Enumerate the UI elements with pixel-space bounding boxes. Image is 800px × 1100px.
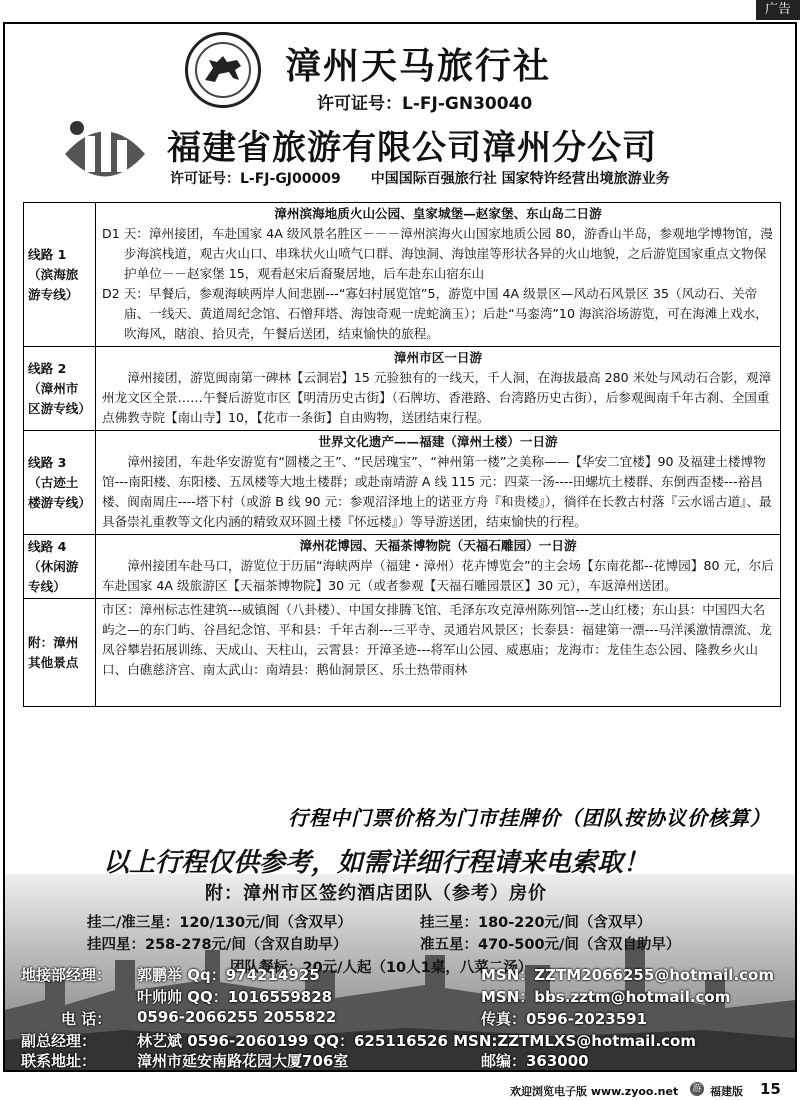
route-text: 漳州接团，游览闽南第一碑林【云洞岩】15 元验独有的一线天，千人洞，在海拔最高 280 米处与风动石合影，观漳州龙文区全景……午餐后游览市区【明清历史古街】（石牌坊、香港路、台湾路历史古街），后参观闽南千年古刹、全国重点佛教寺院【南山寺】10，【花市一条街】自由购物，送团结束行程。 <box>102 370 772 425</box>
tianma-logo-icon <box>185 32 261 108</box>
address-label: 联系地址： <box>21 1052 97 1070</box>
route-text: 漳州接团车赴马口，游览位于历届“海峡两岸（福建・漳州）花卉博览会”的主会场【东南花都--花博园】80 元，尔后车赴国家 4A 级旅游区【天福茶博物院】30 元（或者参观【天福石雕园景区】30 元），车返漳州送团。 <box>102 558 774 593</box>
hotel-title: 附：漳州市区签约酒店团队（参考）房价 <box>205 883 547 904</box>
company2-title: 福建省旅游有限公司漳州分公司 <box>167 128 657 168</box>
fujian-tourism-logo-icon <box>55 114 155 194</box>
route-row-3 <box>24 431 781 535</box>
route-title: 世界文化遗产——福建（漳州土楼）一日游 <box>318 434 558 449</box>
route-row-2 <box>24 347 781 431</box>
deputy-contact: 林艺斌 0596-2060199 QQ：625116526 MSN:ZZTMLXS@hotmail.com <box>137 1032 696 1050</box>
route-body <box>96 535 781 599</box>
hotel-rate: 准五星：470-500元/间（含双自助早） <box>420 937 681 953</box>
route-body <box>96 599 781 707</box>
page-footer <box>0 1076 800 1100</box>
route-day-text: D2 天：早餐后，参观海峡两岸人间悲剧---“寡妇村展览馆”5，游览中国 4A 级景区—风动石风景区 35（风动石、关帝庙、一线天、黄道周纪念馆、石憎拜塔、海蚀奇观一虎蛇滴玉）；后赴“马銮湾”10 海滨浴场游览，可在海滩上戏水，吹海风，瞎浪、拾贝壳，午餐后送团，结束愉快的旅程。 <box>102 286 768 341</box>
manager-label: 地接部经理： <box>21 966 112 984</box>
route-day-text: D1 天：漳州接团，车赴国家 4A 级风景名胜区－－－漳州滨海火山国家地质公园 80，游香山半岛，参观地学博物馆，漫步海滨栈道，观古火山口、串珠状火山喷气口群、海蚀洞、海蚀崖等形状各异的火山地貌，之后游览国家重点文物保护单位－－赵家堡 15，观看赵宋后裔聚居地，后车赴东山宿东山 <box>102 226 773 281</box>
hotel-meal: 团队餐标：20元/人起（10人1桌，八菜二汤） <box>230 960 533 976</box>
route-label: 线路 1 （滨海旅 游专线） <box>24 203 96 347</box>
route-title: 漳州市区一日游 <box>393 350 483 365</box>
hotel-rate: 挂二/准三星：120/130元/间（含双早） <box>87 915 352 931</box>
ad-frame <box>3 22 797 1072</box>
route-title: 漳州花博园、天福茶博物院（天福石雕园）一日游 <box>299 538 577 553</box>
route-label: 线路 3 （古迹土 楼游专线） <box>24 431 96 535</box>
route-row-1 <box>24 203 781 347</box>
manager1-contact: 郭鹏举 Qq：974214925 <box>137 966 320 984</box>
hotel-rate: 挂三星：180-220元/间（含双早） <box>420 915 652 931</box>
fax: 传真：0596-2023591 <box>481 1010 648 1028</box>
page-number: 15 <box>760 1080 781 1098</box>
license1: 许可证号：L-FJ-GN30040 <box>317 94 533 114</box>
route-title: 漳州滨海地质火山公园、皇家城堡—赵家堡、东山岛二日游 <box>274 206 602 221</box>
deputy-label: 副总经理： <box>21 1032 97 1050</box>
zyoo-logo-icon: 游 <box>690 1082 704 1096</box>
manager1-msn: MSN：ZZTM2066255@hotmail.com <box>481 966 774 984</box>
route-text: 漳州接团，车赴华安游览有“圆楼之王”、“民居瑰宝”、“神州第一楼”之美称——【华安二宜楼】90 及福建土楼博物馆---南阳楼、东阳楼、五凤楼等大地土楼群；或赴南靖游 A 线 115 元：四菜一汤----田螺坑土楼群、东倒西歪楼---裕昌楼、阆南周庄----塔下村（或游 B 线 90 元：参观沼泽地上的诺亚方舟『和贵楼』），徜徉在长教古村落『云水谣古道』、最具备崇礼重教等文化内涵的精致双环圆土楼『怀远楼』）等导游送团，结束愉快的行程。 <box>102 454 772 529</box>
company1-title: 漳州天马旅行社 <box>285 46 552 87</box>
phone-label: 电 话： <box>61 1010 112 1028</box>
route-label: 线路 2 （漳州市 区游专线） <box>24 347 96 431</box>
phone: 0596-2066255 2055822 <box>137 1008 337 1026</box>
ticket-note: 行程中门票价格为门市挂牌价（团队按协议价核算） <box>288 806 771 830</box>
other-sights-row <box>24 599 781 707</box>
reference-note: 以上行程仅供参考，如需详细行程请来电索取！ <box>103 848 650 878</box>
footer-text: 欢迎浏览电子版 www.zyoo.net <box>510 1085 679 1098</box>
manager2-msn: MSN：bbs.zztm@hotmail.com <box>481 988 731 1006</box>
postcode: 邮编：363000 <box>481 1052 589 1070</box>
route-row-4 <box>24 535 781 599</box>
route-body <box>96 203 781 347</box>
route-body <box>96 347 781 431</box>
route-label: 附：漳州 其他景点 <box>24 599 96 707</box>
routes-table <box>23 202 781 707</box>
route-text: 市区：漳州标志性建筑---威镇阁（八卦楼）、中国女排腾飞馆、毛泽东攻克漳州陈列馆---芝山红楼；东山县：中国四大名屿之—的东门屿、谷昌纪念馆、平和县：千年古刹---三平寺、灵通岩风景区；长泰县：福建第一漂---马洋溪激情漂流、龙凤谷攀岩拓展训练、天成山、天柱山，云霄县：开漳圣迹---将军山公园、威惠庙；龙海市：龙佳生态公园、隆教乡火山口、白礁慈济宫、南太武山：南靖县：鹅仙洞景区、乐土热带雨林 <box>102 602 772 677</box>
ad-tag: 广告 <box>756 0 800 20</box>
address: 漳州市延安南路花园大厦706室 <box>137 1052 349 1070</box>
edition-name: 福建版 <box>710 1085 743 1098</box>
route-body <box>96 431 781 535</box>
hotel-rate: 挂四星：258-278元/间（含双自助早） <box>87 937 348 953</box>
manager2-contact: 叶帅帅 QQ：1016559828 <box>137 988 333 1006</box>
route-label: 线路 4 （休闲游 专线） <box>24 535 96 599</box>
license2: 许可证号：L-FJ-GJ00009 中国国际百强旅行社 国家特许经营出境旅游业务 <box>170 171 670 187</box>
